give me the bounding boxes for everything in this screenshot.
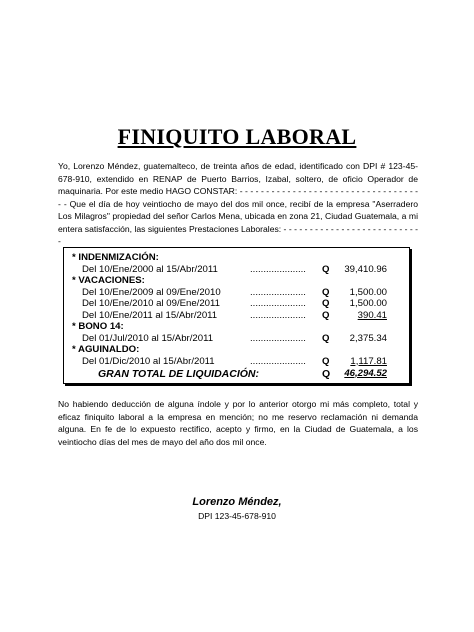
- period-label: Del 01/Jul/2010 al 15/Abr/2011: [82, 332, 214, 344]
- currency-symbol: Q: [322, 309, 330, 321]
- table-row: [64, 333, 409, 345]
- amount-value: 39,410.96: [344, 263, 387, 275]
- amount-value: 1,500.00: [349, 298, 387, 309]
- section-header: [64, 344, 409, 356]
- period-label: GRAN TOTAL DE LIQUIDACIÓN:: [98, 367, 259, 380]
- liquidation-table: [63, 247, 410, 384]
- table-row: [64, 264, 409, 276]
- document-title: FINIQUITO LABORAL: [117, 124, 357, 149]
- amount-value: 2,375.34: [349, 332, 387, 344]
- section-header: [64, 321, 409, 333]
- dot-leader: .....................: [250, 263, 306, 275]
- table-row: [64, 298, 409, 310]
- currency-symbol: Q: [322, 355, 330, 367]
- section-label: * AGUINALDO:: [72, 344, 140, 355]
- currency-symbol: Q: [322, 298, 330, 309]
- period-label: Del 10/Ene/2000 al 15/Abr/2011: [82, 263, 218, 275]
- dot-leader: .....................: [250, 355, 306, 367]
- period-label: Del 10/Ene/2011 al 15/Abr/2011: [82, 309, 218, 321]
- table-row: [64, 310, 409, 322]
- section-label: * INDENMIZACIÓN:: [72, 252, 159, 263]
- signature-dpi: DPI 123-45-678-910: [198, 511, 276, 521]
- currency-symbol: Q: [322, 367, 331, 380]
- dot-leader: .....................: [250, 286, 306, 298]
- signature-name: Lorenzo Méndez,: [192, 496, 282, 508]
- dot-leader: .....................: [250, 332, 306, 344]
- currency-symbol: Q: [322, 263, 330, 275]
- amount-value: 1,117.81: [350, 355, 387, 367]
- table-row: [64, 287, 409, 299]
- grand-total-row: [64, 368, 409, 380]
- section-header: [64, 252, 409, 264]
- closing-paragraph: No habiendo deducción de alguna índole y por lo anterior otorgo mi más completo, total y eficaz finiquito laboral a la empresa en mención; no me reservo reclamación ni demanda alguna. En fe de lo expuesto rectifico, acepto y firmo, en la Ciudad de Guatemala, a los veintiocho días del mes de mayo del año dos mil once.: [58, 399, 418, 447]
- section-label: * VACACIONES:: [72, 275, 145, 286]
- period-label: Del 10/Ene/2009 al 09/Ene/2010: [82, 286, 221, 298]
- table-row: [64, 356, 409, 368]
- dot-leader: .....................: [250, 298, 306, 309]
- amount-value: 46,294.52: [344, 367, 387, 379]
- dot-leader: .....................: [250, 309, 306, 321]
- amount-value: 390.41: [357, 309, 387, 321]
- section-header: [64, 275, 409, 287]
- currency-symbol: Q: [322, 286, 330, 298]
- period-label: Del 10/Ene/2010 al 09/Ene/2011: [82, 298, 220, 309]
- intro-paragraph: Yo, Lorenzo Méndez, guatemalteco, de treinta años de edad, identificado con DPI # 123-45-678-910, extendido en RENAP de Puerto Barrios, Izabal, soltero, de oficio Operador de maquinaria. Por este medio HAGO CONSTAR: - - - - - - - - - - - - - - - - - - - - - - - - - - - - - - - - - - - - Que el día de hoy veintiocho de mayo del dos mil once, recibí de la empresa "Aserradero Los Milagros" propiedad del señor Carlos Mena, ubicada en zona 21, Ciudad Guatemala, a mi entera satisfacción, las siguientes Prestaciones Laborales: - - - - - - - - - - - - - - - - - - - - - - - - - - -: [58, 161, 418, 246]
- section-label: * BONO 14:: [72, 321, 124, 332]
- amount-value: 1,500.00: [349, 286, 387, 298]
- currency-symbol: Q: [322, 332, 330, 344]
- period-label: Del 01/Dic/2010 al 15/Abr/2011: [82, 355, 215, 367]
